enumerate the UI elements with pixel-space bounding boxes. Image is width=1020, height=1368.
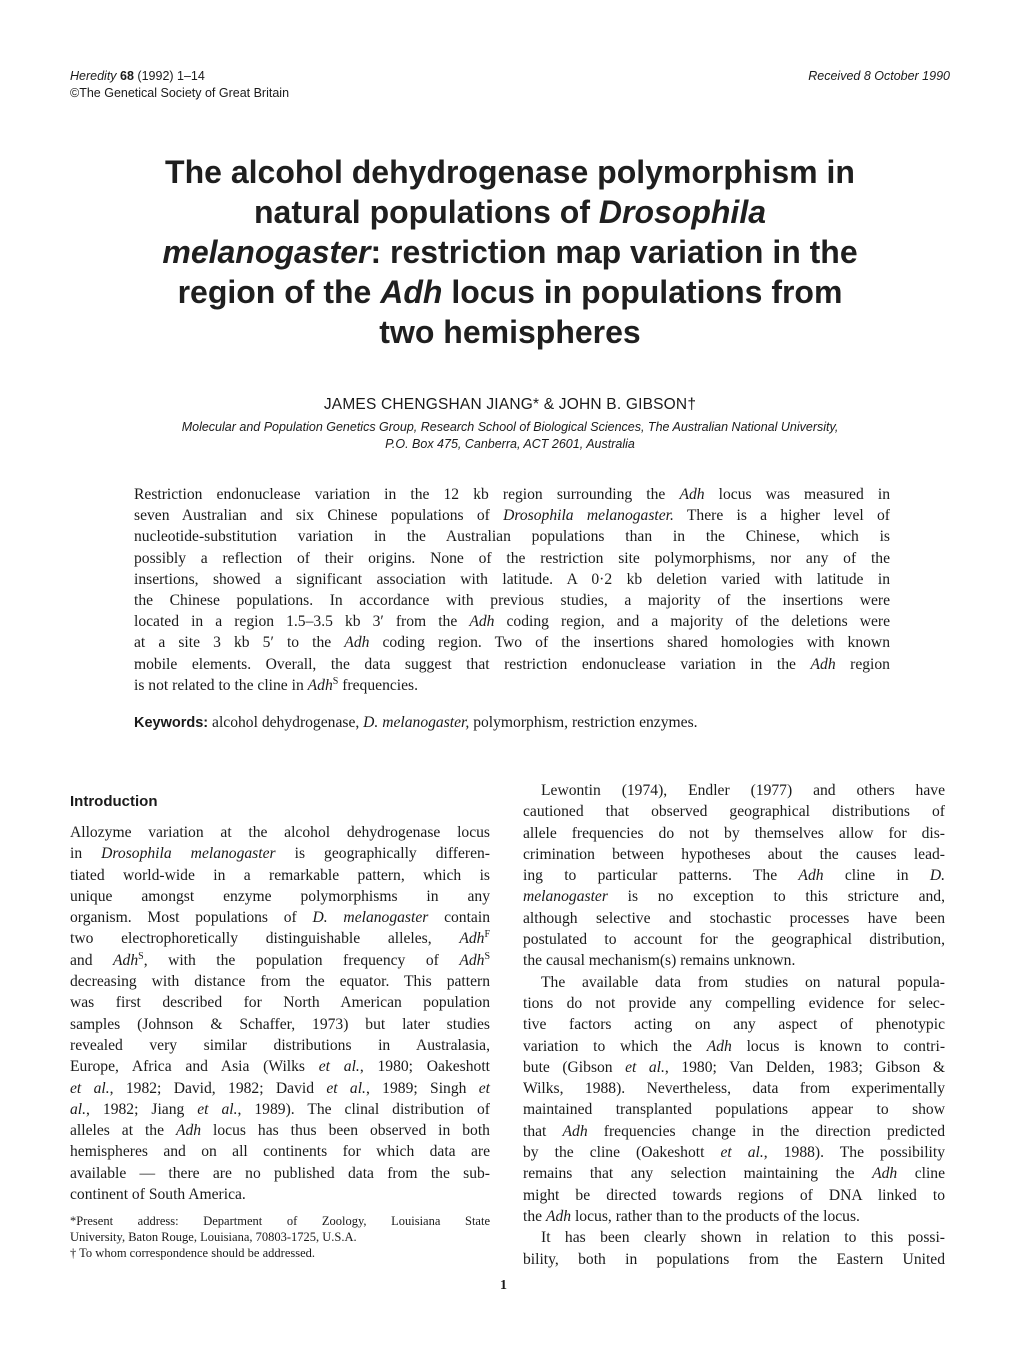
- journal-volume: 68: [120, 69, 134, 83]
- footnotes: *Present address: Department of Zoology, Louisiana State University, Baton Rouge, Louisiana, 70803-1725, U.S.A. † To whom correspondence should be addressed.: [70, 1214, 490, 1260]
- right-column-body: Lewontin (1974), Endler (1977) and others have cautioned that observed geographical distributions of allele frequencies do not by themselves allow for dis- crimination between hypotheses about the causes lead- ing to particular patterns. The Adh cline in D. melanogaster is no exception to this stricture and, although selective and stochastic processes have been postulated to account for the geographical distribution, the causal mechanism(s) remains unknown. The available data from studies on natural popula- tions do not provide any compelling evidence for selec- tive factors acting on any aspect of phenotypic variation to which the Adh locus is known to contri- bute (Gibson et al., 1980; Van Delden, 1983; Gibson & Wilks, 1988). Nevertheless, data from experimentally maintained transplanted populations appear to show that Adh frequencies change in the direction predicted by the cline (Oakeshott et al., 1988). The possibility remains that any selection maintaining the Adh cline might be directed towards regions of DNA linked to the Adh locus, rather than to the products of the locus. It has been clearly shown in relation to this possi- bility, both in populations from the Eastern United: [523, 782, 946, 1268]
- footnote-present-address: *Present address: Department of Zoology, Louisiana State: [70, 1214, 490, 1228]
- running-header: [70, 68, 205, 84]
- title-line-5: two hemispheres: [379, 314, 641, 350]
- article-title: [110, 152, 910, 352]
- left-column-body: Allozyme variation at the alcohol dehydrogenase locus in Drosophila melanogaster is geographically differen- tiated world-wide in a remarkable pattern, which is unique amongst enzyme polymorphisms in any organism. Most populations of D. melanogaster contain two electrophoretically distinguishable alleles, Adh$^F$ and Adh$^S$, with the population frequency of Adh$^S$ decreasing with distance from the equator. This pattern was first described for North American population samples (Johnson & Schaffer, 1973) but later studies revealed very similar distributions in Australasia, Europe, Africa and Asia (Wilks et al., 1980; Oakeshott et al., 1982; David, 1982; David et al., 1989; Singh et al., 1982; Jiang et al., 1989). The clinal distribution of alleles at the Adh locus has thus been observed in both hemispheres and on all continents for which data are available — there are no published data from the sub- continent of South America.: [70, 824, 491, 1204]
- title-line-4: region of the Adh locus in populations from: [177, 274, 843, 310]
- affiliation-line-2: P.O. Box 475, Canberra, ACT 2601, Australia: [385, 437, 635, 451]
- title-line-1: The alcohol dehydrogenase polymorphism in: [165, 154, 855, 190]
- abstract: Restriction endonuclease variation in the 12 kb region surrounding the Adh locus was measured in seven Australian and six Chinese populations of Drosophila melanogaster. There is a higher level of nucleotide-substitution variation in the Australian populations than in the Chinese, which is possibly a reflection of their origins. None of the restriction site polymorphisms, nor any of the insertions, showed a significant association with latitude. A 0·2 kb deletion varied with latitude in the Chinese populations. In accordance with previous studies, a majority of the insertions were located in a region 1.5–3.5 kb 3′ from the Adh coding region, and a majority of the deletions were at a site 3 kb 5′ to the Adh coding region. Two of the insertions shared homologies with known mobile elements. Overall, the data suggest that restriction endonuclease variation in the Adh region is not related to the cline in Adh$^S$ frequencies.: [134, 486, 890, 694]
- journal-name: Heredity: [70, 69, 117, 83]
- keywords-label: Keywords:: [134, 715, 209, 731]
- title-line-2: natural populations of Drosophila: [254, 194, 766, 230]
- affiliation-line-1: Molecular and Population Genetics Group, Research School of Biological Sciences, The Australian National University,: [181, 420, 839, 434]
- received-date-text: Received 8 October 1990: [808, 69, 950, 83]
- footnote-correspondence: † To whom correspondence should be addressed.: [70, 1246, 316, 1260]
- received-date: [808, 68, 950, 84]
- page-number: 1: [500, 1278, 507, 1293]
- section-heading-introduction: Introduction: [70, 793, 158, 810]
- journal-year-pages: (1992) 1–14: [137, 69, 205, 83]
- author-list: JAMES CHENGSHAN JIANG* & JOHN B. GIBSON†: [323, 396, 697, 413]
- author-affiliation: [100, 419, 920, 453]
- keywords: Keywords: alcohol dehydrogenase, D. melanogaster, polymorphism, restriction enzymes.: [134, 714, 698, 731]
- copyright-line: ©The Genetical Society of Great Britain: [70, 86, 290, 100]
- title-line-3: melanogaster: restriction map variation in the: [162, 234, 858, 270]
